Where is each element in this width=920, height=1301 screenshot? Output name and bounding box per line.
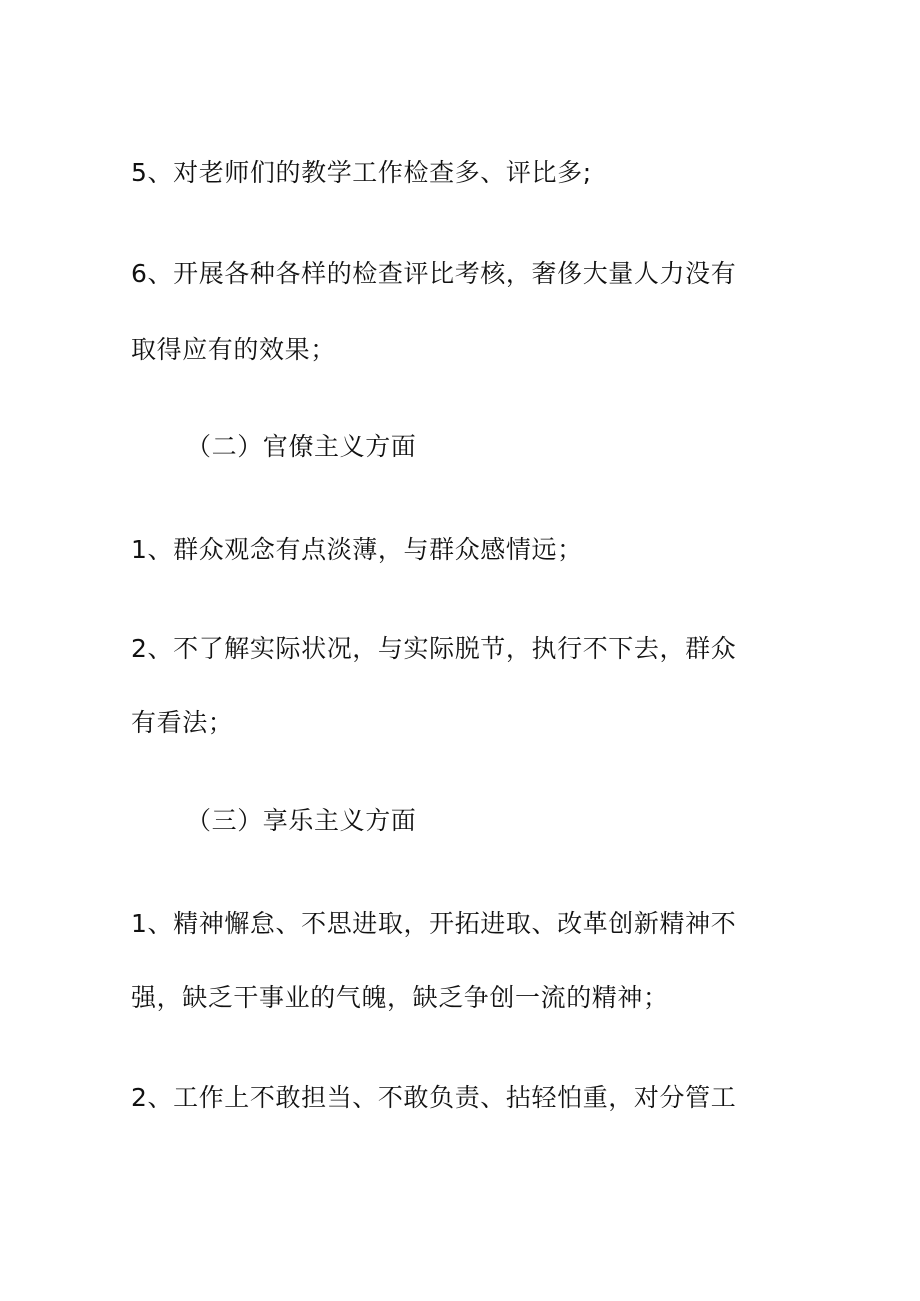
item-5-text: 5、对老师们的教学工作检查多、评比多; bbox=[131, 158, 592, 187]
bureaucracy-item-1: 1、群众观念有点淡薄，与群众感情远； bbox=[131, 535, 583, 564]
section-heading-bureaucracy: （二）官僚主义方面 bbox=[186, 432, 417, 461]
bureaucracy-item-2-continued: 有看法； bbox=[131, 708, 234, 737]
hedonism-item-1-continued: 强，缺乏干事业的气魄，缺乏争创一流的精神； bbox=[131, 983, 669, 1012]
hedonism-item-2: 2、工作上不敢担当、不敢负责、拈轻怕重，对分管工 bbox=[131, 1083, 737, 1112]
item-6-text-continued: 取得应有的效果； bbox=[131, 335, 336, 364]
bureaucracy-item-2: 2、不了解实际状况，与实际脱节，执行不下去，群众 bbox=[131, 634, 737, 663]
section-heading-hedonism: （三）享乐主义方面 bbox=[186, 806, 417, 835]
item-6-text: 6、开展各种各样的检查评比考核，奢侈大量人力没有 bbox=[131, 259, 737, 288]
hedonism-item-1: 1、精神懈怠、不思进取，开拓进取、改革创新精神不 bbox=[131, 909, 737, 938]
